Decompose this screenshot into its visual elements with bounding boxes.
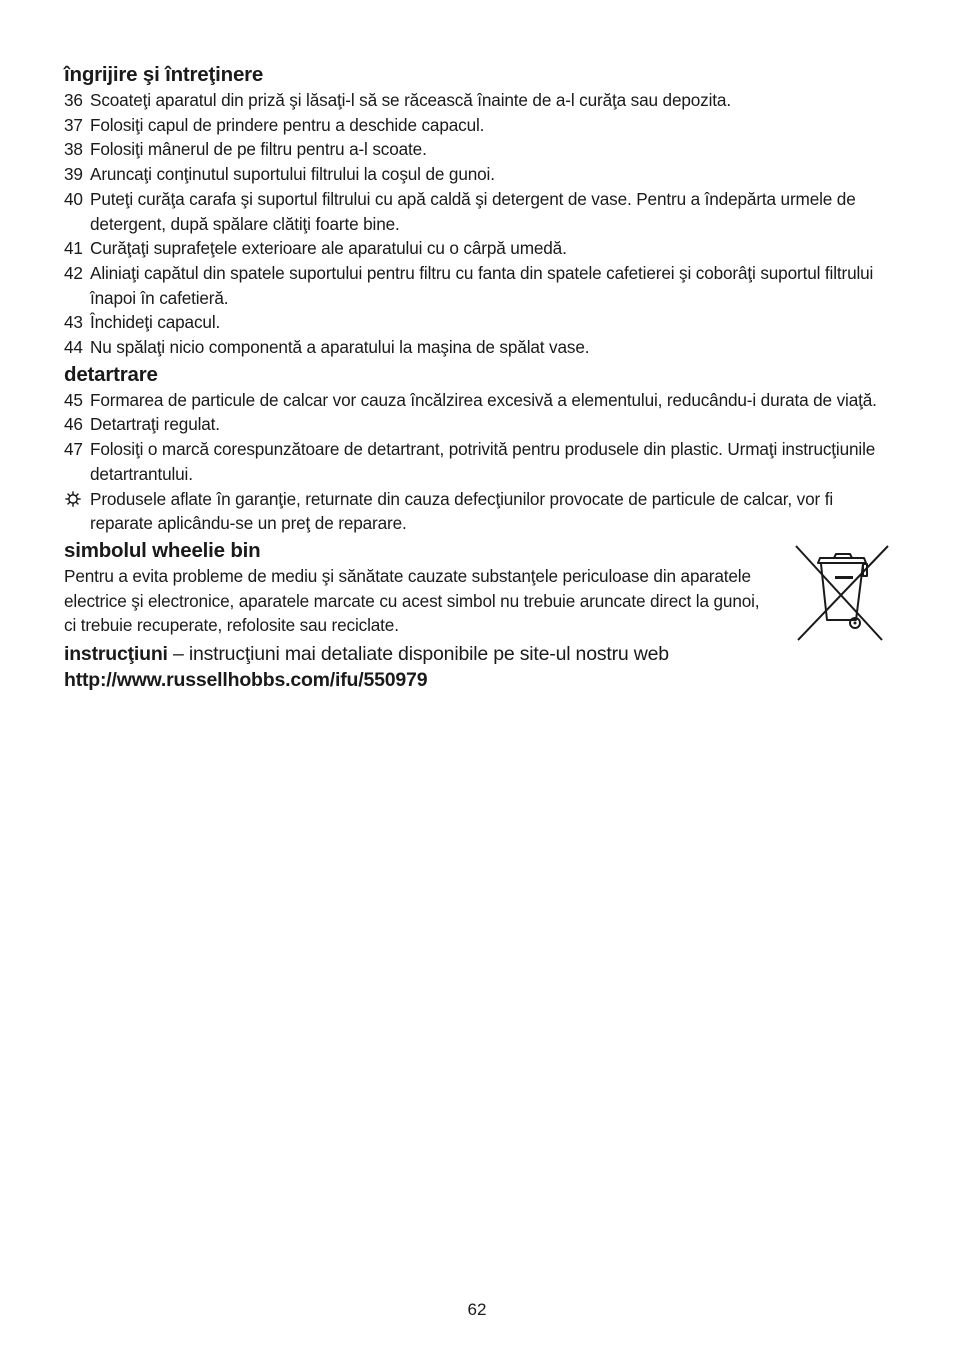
item-number: 42 [64,262,83,283]
list-item [64,236,892,261]
item-number: 36 [64,90,83,110]
list-item [64,137,892,162]
list-item [64,388,892,413]
list-item [64,162,892,187]
instructions-url[interactable]: http://www.russellhobbs.com/ifu/550979 [64,669,428,692]
list-item [64,261,892,310]
item-text: Aliniaţi capătul din spatele suportului pentru filtru cu fanta din spatele cafetierei şi coborâţi suportul filtrului înapoi în cafetieră. [90,262,874,308]
instructions-text: – instrucţiuni mai detaliate disponibile pe site-ul nostru web [167,643,669,666]
page-content [64,62,892,693]
asterisk-warning-icon [64,487,82,512]
item-text: Detartraţi regulat. [90,414,220,435]
item-text: Folosiţi o marcă corespunzătoare de detartrant, potrivită pentru produsele din plastic. Urmaţi instrucţiunile detartrantului. [90,439,876,484]
item-text: Nu spălaţi nicio componentă a aparatului la maşina de spălat vase. [90,337,590,358]
wheelie-section [64,564,892,638]
descale-heading: detartrare [64,362,158,386]
item-number: 38 [64,139,83,160]
item-number: 45 [64,389,83,410]
item-text: Puteţi curăţa carafa şi suportul filtrului cu apă caldă şi detergent de vase. Pentru a îndepărta urmele de detergent, după spălare clătiţi foarte bine. [90,188,856,234]
item-text: Folosiţi mânerul de pe filtru pentru a-l scoate. [90,139,427,160]
item-number: 44 [64,337,83,358]
item-text: Scoateţi aparatul din priză şi lăsaţi-l să se răcească înainte de a-l curăţa sau depozita. [90,90,731,110]
item-text: Aruncaţi conţinutul suportului filtrului la coşul de gunoi. [90,164,495,185]
item-text: Folosiţi capul de prindere pentru a deschide capacul. [90,114,485,135]
item-number: 47 [64,439,83,460]
instructions-line [64,641,892,667]
wheelie-heading: simbolul wheelie bin [64,538,261,562]
list-item [64,412,892,437]
item-number: 37 [64,114,83,135]
list-item [64,187,892,236]
item-number: 40 [64,188,83,209]
item-number: 39 [64,164,83,185]
care-list [64,88,892,360]
list-item [64,437,892,486]
item-text: Formarea de particule de calcar vor cauza încălzirea excesivă a elementului, reducându-i durata de viaţă. [90,389,877,410]
descale-list [64,388,892,536]
crossed-wheelie-bin-icon [794,544,890,644]
item-number: 43 [64,312,83,333]
wheelie-text: Pentru a evita probleme de mediu şi sănătate cauzate substanţele periculoase din aparatele electrice şi electronice, aparatele marcate cu acest simbol nu trebuie aruncate direct la gunoi, ci trebuie recuperate, refolosite sau reciclate. [64,565,760,636]
list-item [64,335,892,360]
list-item [64,88,892,113]
list-item [64,113,892,138]
care-heading: îngrijire şi întreţinere [64,63,264,86]
item-text: Curăţaţi suprafeţele exterioare ale aparatului cu o cârpă umedă. [90,238,567,259]
page-number: 62 [467,1300,487,1319]
instructions-label: instrucţiuni [64,643,168,666]
warning-text: Produsele aflate în garanţie, returnate din cauza defecţiunilor provocate de particule de calcar, vor fi reparate aplicându-se un preţ de reparare. [90,488,834,534]
item-number: 41 [64,238,83,259]
list-item [64,310,892,335]
item-text: Închideţi capacul. [90,312,221,333]
warning-item [64,487,892,536]
item-number: 46 [64,414,83,435]
